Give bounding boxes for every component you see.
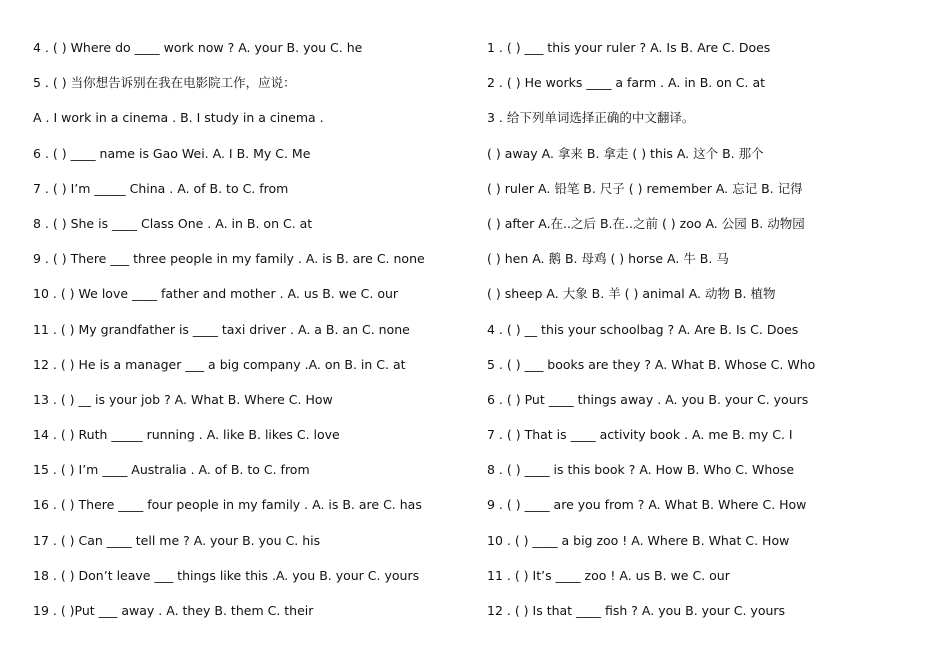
question-line: 6 . ( ) ____ name is Gao Wei. A. I B. My C. Me [33, 145, 311, 161]
question-line: 19 . ( )Put ___ away . A. they B. them C. their [33, 603, 314, 618]
question-line: 14 . ( ) Ruth _____ running . A. like B. likes C. love [33, 427, 340, 443]
question-line: 11 . ( ) It’s ____ zoo ! A. us B. we C. our [487, 567, 730, 583]
question-line: 11 . ( ) My grandfather is ____ taxi driver . A. a B. an C. none [33, 321, 410, 337]
question-line: 9 . ( ) ____ are you from ? A. What B. Where C. How [487, 497, 807, 513]
question-line: 16 . ( ) There ____ four people in my family . A. is B. are C. has [33, 497, 422, 513]
section-heading: 3 . 给下列单词选择正确的中文翻译。 [487, 110, 695, 126]
question-line: 9 . ( ) There ___ three people in my family . A. is B. are C. none [33, 251, 425, 267]
question-line: 15 . ( ) I’m ____ Australia . A. of B. to C. from [33, 462, 310, 478]
question-line: 6 . ( ) Put ____ things away . A. you B. your C. yours [487, 391, 809, 407]
question-line: 4 . ( ) __ this your schoolbag ? A. Are B. Is C. Does [487, 321, 799, 337]
question-line: 12 . ( ) Is that ____ fish ? A. you B. your C. yours [487, 603, 786, 618]
question-line: 7 . ( ) That is ____ activity book . A. me B. my C. I [487, 427, 793, 443]
right-column [487, 38, 927, 636]
question-line: 5 . ( ) ___ books are they ? A. What B. Whose C. Who [487, 356, 816, 372]
translation-line: ( ) ruler A. 铅笔 B. 尺子 ( ) remember A. 忘记 B. 记得 [487, 180, 803, 196]
question-line: 5 . ( ) 当你想告诉别在我在电影院工作，应说： [33, 75, 296, 91]
question-line: 10 . ( ) ____ a big zoo ! A. Where B. What C. How [487, 532, 790, 548]
question-line: 1 . ( ) ___ this your ruler ? A. Is B. Are C. Does [487, 40, 771, 55]
question-line: 7 . ( ) I’m _____ China . A. of B. to C. from [33, 180, 289, 196]
question-line: 10 . ( ) We love ____ father and mother . A. us B. we C. our [33, 286, 399, 302]
translation-line: ( ) sheep A. 大象 B. 羊 ( ) animal A. 动物 B. 植物 [487, 286, 776, 302]
left-column [33, 38, 463, 636]
question-line: 17 . ( ) Can ____ tell me ? A. your B. you C. his [33, 532, 321, 548]
question-line: 18 . ( ) Don’t leave ___ things like this .A. you B. your C. yours [33, 567, 420, 583]
question-line: 8 . ( ) She is ____ Class One . A. in B. on C. at [33, 215, 313, 231]
translation-line: ( ) hen A. 鹅 B. 母鸡 ( ) horse A. 牛 B. 马 [487, 251, 729, 267]
translation-line: ( ) away A. 拿来 B. 拿走 ( ) this A. 这个 B. 那个 [487, 145, 764, 161]
question-line: 2 . ( ) He works ____ a farm . A. in B. on C. at [487, 75, 766, 91]
question-line: 12 . ( ) He is a manager ___ a big company .A. on B. in C. at [33, 356, 406, 372]
translation-line: ( ) after A.在..之后 B.在..之前 ( ) zoo A. 公园 B. 动物园 [487, 215, 805, 231]
answer-options-line: A . I work in a cinema . B. I study in a cinema . [33, 110, 324, 126]
question-line: 4 . ( ) Where do ____ work now ? A. your B. you C. he [33, 40, 363, 55]
question-line: 8 . ( ) ____ is this book ? A. How B. Who C. Whose [487, 462, 795, 478]
question-line: 13 . ( ) __ is your job ? A. What B. Where C. How [33, 391, 333, 407]
